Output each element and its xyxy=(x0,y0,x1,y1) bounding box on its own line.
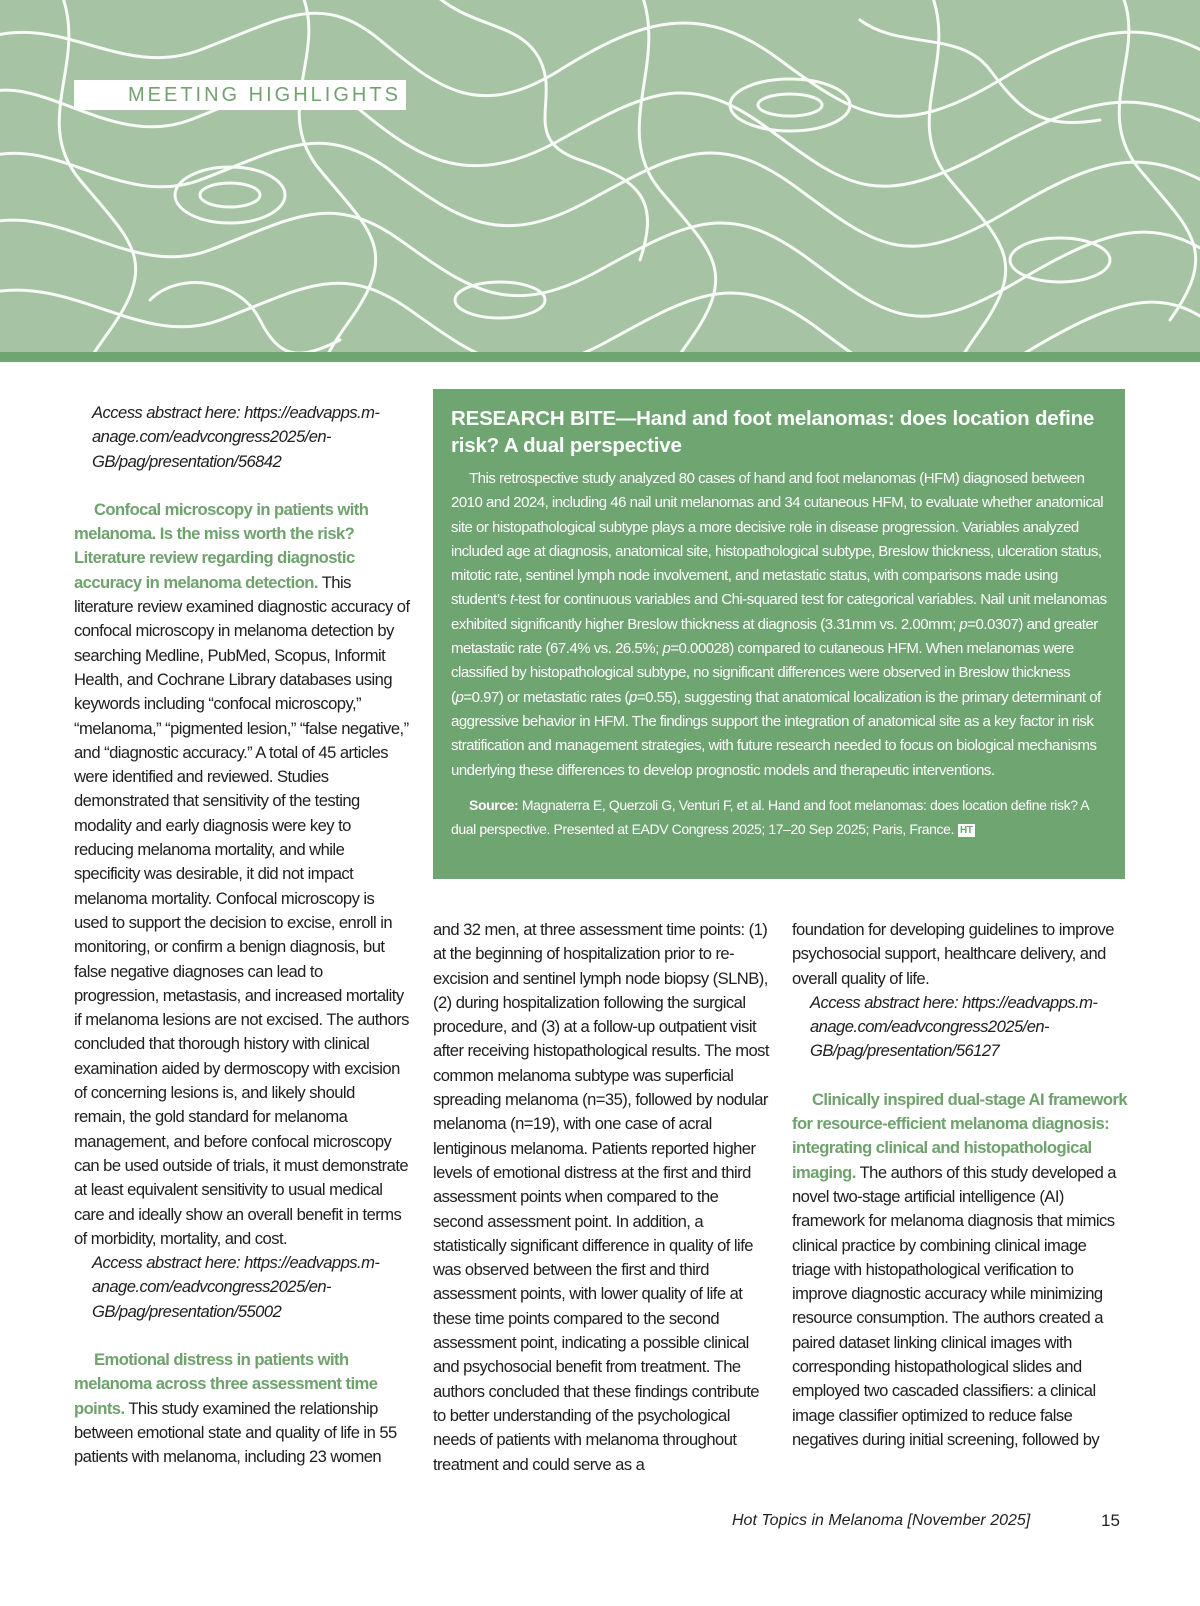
article-ai-framework xyxy=(792,1088,1128,1452)
research-bite-title: RESEARCH BITE—Hand and foot melanomas: does location define risk? A dual perspective xyxy=(451,407,1095,457)
article-emotional-distress xyxy=(74,1348,410,1469)
article-confocal xyxy=(74,498,410,1251)
article-emotional-continued: and 32 men, at three assessment time points: (1) at the beginning of hospitalization prior to re-excision and sentinel lymph node biopsy (SLNB), (2) during hospitalization following the surgical procedure, and (3) at a follow-up outpatient visit after receiving histopathological results. The most common melanoma subtype was superficial spreading melanoma (n=35), followed by nodular melanoma (n=19), with one case of acral lentiginous melanoma. Patients reported higher levels of emotional distress at the first and third assessment points when compared to the second assessment point. In addition, a statistically significant difference in quality of life was observed between the first and third assessment points, with lower quality of life at these time points compared to the second assessment point, indicating a possible clinical and psychosocial benefit from treatment. The authors concluded that these findings contribute to better understanding of the psychological needs of patients with melanoma throughout treatment and could serve as a xyxy=(433,920,769,1474)
article-emotional-conclusion: foundation for developing guidelines to improve psychosocial support, healthcare delivery, and overall quality of life. xyxy=(792,920,1114,988)
publication-title: Hot Topics in Melanoma [November 2025] xyxy=(732,1512,1031,1529)
article-title-confocal: Confocal microscopy in patients with melanoma. Is the miss worth the risk? Literature review regarding diagnostic accuracy in melanoma detection. xyxy=(74,499,369,592)
article-title-ai: Clinically inspired dual-stage AI framework for resource-efficient melanoma diagnosis: integrating clinical and histopathological imaging. xyxy=(792,1089,1128,1182)
banner-divider xyxy=(0,352,1200,362)
column-left xyxy=(74,401,410,1469)
topographic-pattern xyxy=(0,0,1200,352)
research-bite-body: This retrospective study analyzed 80 cases of hand and foot melanomas (HFM) diagnosed between 2010 and 2024, including 46 nail unit melanomas and 34 cutaneous HFM, to evaluate whether anatomical site or histopathological subtype plays a more decisive role in disease progression. Variables analyzed included age at diagnosis, anatomical site, histopathological subtype, Breslow thickness, ulceration status, mitotic rate, sentinel lymph node involvement, and metastatic status, with comparisons made using student’s t-test for continuous variables and Chi-squared test for categorical variables. Nail unit melanomas exhibited significantly higher Breslow thickness at diagnosis (3.31mm vs. 2.00mm; p=0.0307) and greater metastatic rate (67.4% vs. 26.5%; p=0.00028) compared to cutaneous HFM. When melanomas were classified by histopathological subtype, no significant differences were observed in Breslow thickness (p=0.97) or metastatic rates (p=0.55), suggesting that anatomical localization is the primary determinant of aggressive behavior in HFM. The findings support the integration of anatomical site as a key factor in risk stratification and management strategies, with future research needed to focus on biological mechanisms underlying these differences to develop prognostic models and therapeutic interventions. xyxy=(451,470,1107,779)
section-label: MEETING HIGHLIGHTS xyxy=(74,80,406,110)
article-title-emotional: Emotional distress in patients with melanoma across three assessment time points. xyxy=(74,1349,378,1418)
abstract-link-56842[interactable]: Access abstract here: https://eadvapps.m-anage.com/eadvcongress2025/en-GB/pag/presentation/56842 xyxy=(92,403,380,471)
research-bite-source xyxy=(451,793,1107,841)
research-bite-box xyxy=(433,389,1125,879)
page-number: 15 xyxy=(1101,1511,1120,1530)
source-citation: Magnaterra E, Querzoli G, Venturi F, et al. Hand and foot melanomas: does location define risk? A dual perspective. Presented at EADV Congress 2025; 17–20 Sep 2025; Paris, France. xyxy=(451,796,1089,837)
column-right xyxy=(792,918,1128,1452)
source-label: Source: xyxy=(469,796,519,813)
header-banner xyxy=(0,0,1200,352)
abstract-link-55002[interactable]: Access abstract here: https://eadvapps.m-anage.com/eadvcongress2025/en-GB/pag/presentation/55002 xyxy=(92,1253,380,1321)
article-body-confocal: This literature review examined diagnostic accuracy of confocal microscopy in melanoma detection by searching Medline, PubMed, Scopus, Informit Health, and Cochrane Library databases using keywords including “confocal microscopy,” “melanoma,” “pigmented lesion,” “false negative,” and “diagnostic accuracy.” A total of 45 articles were identified and reviewed. Studies demonstrated that sensitivity of the testing modality and early diagnosis were key to reducing melanoma mortality, and while specificity was desirable, it did not impact melanoma mortality. Confocal microscopy is used to support the decision to excise, enroll in monitoring, or confirm a benign diagnosis, but false negative diagnoses can lead to progression, metastasis, and increased mortality if melanoma lesions are not excised. The authors concluded that thorough history with clinical examination aided by dermoscopy with excision of concerning lesions is, and likely should remain, the gold standard for melanoma management, and before confocal microscopy can be used outside of trials, it must demonstrate at least equivalent sensitivity to usual medical care and ideally show an overall benefit in terms of morbidity, mortality, and cost. xyxy=(74,572,410,1248)
column-middle xyxy=(433,918,769,1477)
article-body-ai: The authors of this study developed a novel two-stage artificial intelligence (AI) framework for melanoma diagnosis that mimics clinical practice by combining clinical image triage with histopathological verification to improve diagnostic accuracy while minimizing resource consumption. The authors created a paired dataset linking clinical images with corresponding histopathological slides and employed two cascaded classifiers: a clinical image classifier optimized to reduce false negatives during initial screening, followed by xyxy=(792,1162,1116,1449)
article-body-emotional: This study examined the relationship between emotional state and quality of life in 55 patients with melanoma, including 23 women xyxy=(74,1398,397,1467)
abstract-link-56127[interactable]: Access abstract here: https://eadvapps.m-anage.com/eadvcongress2025/en-GB/pag/presentation/56127 xyxy=(810,992,1098,1061)
ht-badge: HT xyxy=(960,824,973,836)
